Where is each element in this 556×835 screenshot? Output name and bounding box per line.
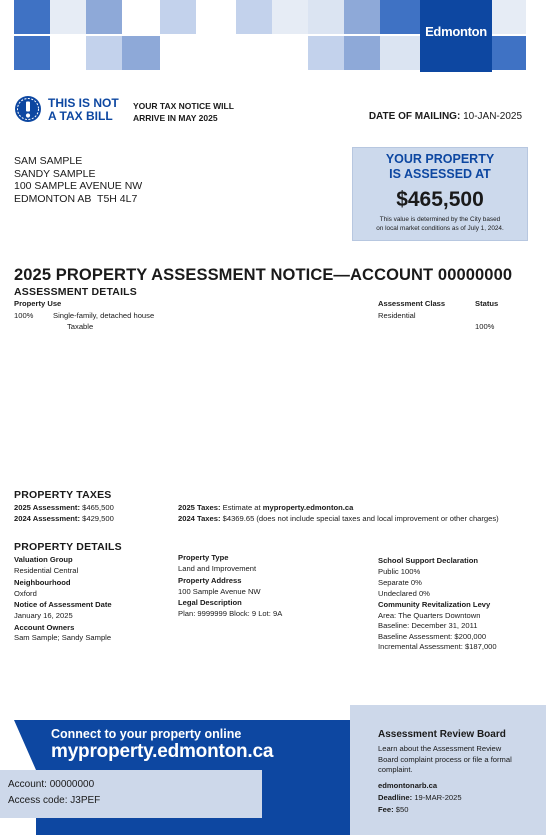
review-board-description: Learn about the Assessment Review Board complaint process or file a formal complaint.: [378, 744, 512, 774]
mosaic-tile: [272, 0, 308, 34]
property-address-value: 100 Sample Avenue NW: [178, 587, 261, 596]
crl-area: Area: The Quarters Downtown: [378, 611, 481, 620]
account-access-box: [0, 770, 262, 818]
mosaic-tile: [308, 36, 344, 70]
fee-label: Fee:: [378, 805, 394, 814]
arrival-line2: ARRIVE IN MAY 2025: [133, 113, 218, 123]
mosaic-tile: [50, 0, 86, 34]
legal-description-value: Plan: 9999999 Block: 9 Lot: 9A: [178, 609, 283, 618]
mosaic-tile: [50, 36, 86, 70]
mosaic-tile: [492, 36, 526, 70]
account-owners-label: Account Owners: [14, 623, 75, 632]
mosaic-tile: [86, 36, 122, 70]
city-logo-box: [420, 0, 492, 72]
deadline-label: Deadline:: [378, 793, 413, 802]
taxes-2024-value: $4369.65 (does not include special taxes and local improvement or other charges): [222, 514, 499, 523]
fee-value: $50: [395, 805, 409, 814]
taxes-2025-value: Estimate at: [222, 503, 261, 512]
mosaic-tile: [122, 36, 160, 70]
detail-percent: 100%: [14, 311, 34, 320]
assessed-value-box: [352, 147, 528, 241]
mosaic-tile: [122, 0, 160, 34]
tax-notice-arrival-note: [133, 100, 234, 124]
property-type-value: Land and Improvement: [178, 564, 257, 573]
mosaic-tile: [344, 0, 380, 34]
school-separate: Separate 0%: [378, 578, 422, 587]
valuation-group-label: Valuation Group: [14, 555, 73, 564]
assessment-2024: [14, 513, 114, 524]
assessed-value-amount: $465,500: [396, 188, 484, 211]
date-of-mailing: [369, 111, 522, 122]
valuation-group-value: Residential Central: [14, 566, 79, 575]
access-code: Access code: J3PEF: [8, 795, 101, 806]
mosaic-tile: [160, 0, 196, 34]
not-tax-bill-line1: THIS IS NOT: [48, 96, 119, 110]
taxes-2025-site-link[interactable]: myproperty.edmonton.ca: [262, 503, 354, 512]
value-heading-line2: IS ASSESSED AT: [389, 166, 491, 181]
not-a-tax-bill-heading: [48, 97, 119, 123]
complaint-fee: [378, 805, 408, 814]
mosaic-tile: [344, 36, 380, 70]
mosaic-tile: [14, 0, 50, 34]
review-board-title: Assessment Review Board: [378, 729, 506, 740]
exclamation-icon: [14, 95, 42, 123]
taxes-2025-label: 2025 Taxes:: [178, 503, 221, 512]
col-status: Status: [475, 299, 499, 308]
detail-property-use: Single-family, detached house: [53, 311, 155, 320]
crl-label: Community Revitalization Levy: [378, 600, 491, 609]
school-support-label: School Support Declaration: [378, 556, 478, 565]
neighbourhood-label: Neighbourhood: [14, 578, 71, 587]
account-owners-value: Sam Sample; Sandy Sample: [14, 633, 112, 642]
review-board-link[interactable]: edmontonarb.ca: [378, 781, 438, 790]
taxes-2025: [178, 502, 353, 513]
complaint-deadline: [378, 793, 462, 802]
mosaic-tile: [380, 36, 420, 70]
mailing-date-value: 10-JAN-2025: [463, 111, 522, 122]
assessment-2025: [14, 502, 114, 513]
taxes-2024: [178, 513, 499, 524]
mosaic-tile: [308, 0, 344, 34]
crl-baseline-assessment: Baseline Assessment: $200,000: [378, 632, 487, 641]
school-undeclared: Undeclared 0%: [378, 589, 430, 598]
account-number: Account: 00000000: [8, 779, 95, 790]
mosaic-tile: [14, 36, 50, 70]
mosaic-tile: [236, 0, 272, 34]
deadline-value: 19-MAR-2025: [414, 793, 462, 802]
value-note-line2: on local market conditions as of July 1, 2024.: [376, 225, 504, 232]
property-type-label: Property Type: [178, 553, 229, 562]
notice-date-label: Notice of Assessment Date: [14, 600, 112, 609]
crl-incremental-assessment: Incremental Assessment: $187,000: [378, 642, 497, 651]
neighbourhood-value: Oxford: [14, 589, 37, 598]
arrival-line1: YOUR TAX NOTICE WILL: [133, 101, 234, 111]
address-line: SANDY SAMPLE: [14, 167, 96, 180]
detail-assessment-class: Residential: [378, 311, 416, 320]
detail-status: Taxable: [67, 322, 94, 331]
assessed-value-heading: [353, 152, 527, 181]
detail-status-percent: 100%: [475, 322, 495, 331]
mailing-label: DATE OF MAILING:: [368, 111, 461, 122]
col-assessment-class: Assessment Class: [378, 299, 446, 308]
assessment-2025-value: $465,500: [82, 503, 114, 512]
myproperty-link[interactable]: myproperty.edmonton.ca: [51, 741, 274, 762]
legal-description-label: Legal Description: [178, 598, 242, 607]
taxes-2024-label: 2024 Taxes:: [178, 514, 221, 523]
header-mosaic: [0, 0, 556, 72]
mosaic-tile: [380, 0, 420, 34]
assessment-2024-label: 2024 Assessment:: [14, 514, 80, 523]
not-tax-bill-line2: A TAX BILL: [48, 109, 113, 123]
crl-baseline: Baseline: December 31, 2011: [378, 621, 478, 630]
school-public: Public 100%: [378, 567, 421, 576]
mailing-address: [14, 155, 142, 205]
assessment-2025-label: 2025 Assessment:: [14, 503, 80, 512]
assessment-2024-value: $429,500: [82, 514, 114, 523]
property-taxes-heading: PROPERTY TAXES: [14, 489, 112, 501]
property-address-label: Property Address: [178, 576, 242, 585]
col-property-use: Property Use: [14, 299, 62, 308]
property-details-heading: PROPERTY DETAILS: [14, 541, 122, 553]
value-note-line1: This value is determined by the City based: [379, 216, 501, 223]
mosaic-tile: [492, 0, 526, 34]
address-line: 100 SAMPLE AVENUE NW: [14, 180, 143, 192]
value-heading-line1: YOUR PROPERTY: [385, 152, 495, 166]
address-line: SAM SAMPLE: [14, 155, 83, 167]
notice-title: 2025 PROPERTY ASSESSMENT NOTICE—ACCOUNT 00000000: [14, 266, 513, 284]
city-logo: Edmonton: [425, 24, 487, 39]
address-line: EDMONTON AB T5H 4L7: [14, 192, 138, 205]
mosaic-tile: [86, 0, 122, 34]
connect-online-text: Connect to your property online: [51, 727, 242, 741]
notice-date-value: January 16, 2025: [14, 611, 73, 620]
assessed-value-note: [353, 215, 527, 233]
assessment-details-heading: ASSESSMENT DETAILS: [14, 286, 138, 298]
